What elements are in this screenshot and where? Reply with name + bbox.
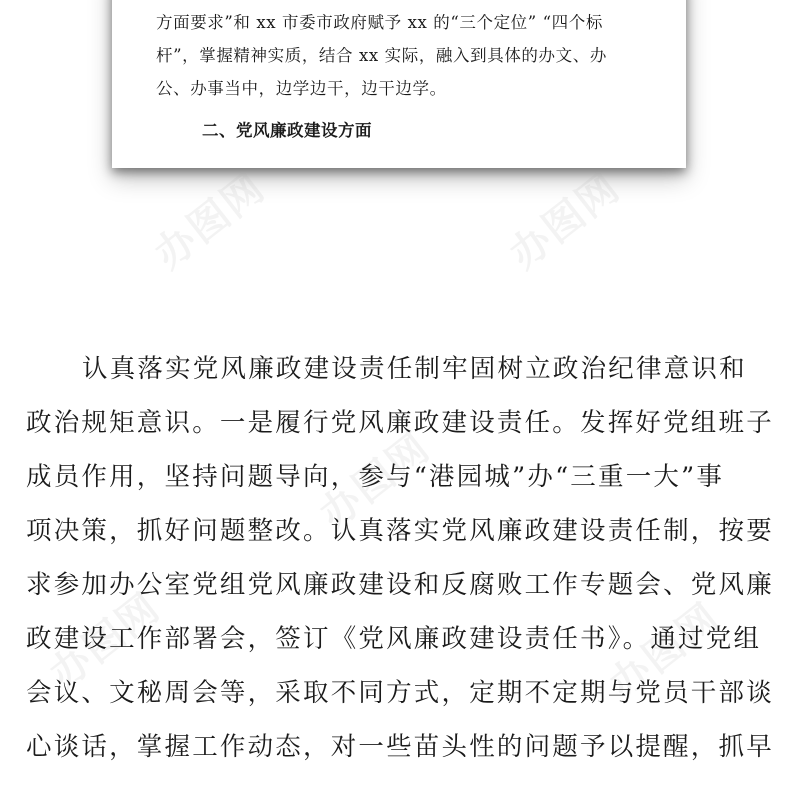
watermark: 办图网 xyxy=(311,424,439,539)
body-line: 政建设工作部署会，签订《党风廉政建设责任书》。通过党组 xyxy=(26,624,762,654)
body-line: 项决策，抓好问题整改。认真落实党风廉政建设责任制，按要 xyxy=(26,516,774,546)
body-paragraph xyxy=(26,342,776,774)
body-line: 政治规矩意识。一是履行党风廉政建设责任。发挥好党组班子 xyxy=(26,408,774,438)
body-line: 心谈话，掌握工作动态，对一些苗头性的问题予以提醒，抓早 xyxy=(26,732,774,762)
watermark: 办图网 xyxy=(601,594,729,709)
card-paragraph xyxy=(156,6,656,105)
watermark: 办图网 xyxy=(501,164,629,279)
section-heading: 二、党风廉政建设方面 xyxy=(202,121,372,140)
body-line: 会议、文秘周会等，采取不同方式，定期不定期与党员干部谈 xyxy=(26,678,774,708)
card-line: 方面要求”和 xx 市委市政府赋予 xx 的“三个定位” “四个标 xyxy=(156,13,603,32)
body-line: 认真落实党风廉政建设责任制牢固树立政治纪律意识和 xyxy=(82,354,747,384)
card-line: 杆”，掌握精神实质，结合 xx 实际，融入到具体的办文、办 xyxy=(156,46,607,65)
card-line: 公、办事当中，边学边干，边干边学。 xyxy=(156,79,447,98)
document-preview-card xyxy=(112,0,686,168)
body-line: 成员作用，坚持问题导向，参与“港园城”办“三重一大”事 xyxy=(26,462,725,492)
watermark: 办图网 xyxy=(41,584,169,699)
body-line: 求参加办公室党组党风廉政建设和反腐败工作专题会、党风廉 xyxy=(26,570,774,600)
watermark: 办图网 xyxy=(146,164,274,279)
